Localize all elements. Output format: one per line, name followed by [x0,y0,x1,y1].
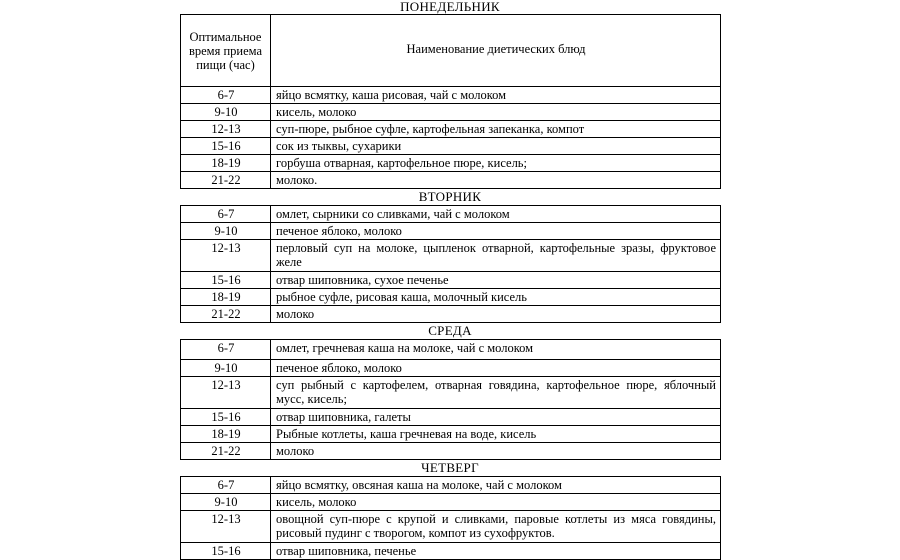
meal-dishes: молоко [271,443,721,460]
table-row [181,206,721,223]
meal-time: 18-19 [181,426,271,443]
meal-time: 15-16 [181,272,271,289]
monday-table [180,14,721,189]
meal-dishes: суп-пюре, рыбное суфле, картофельная запеканка, компот [271,121,721,138]
meal-time: 15-16 [181,543,271,560]
meal-dishes: печеное яблоко, молоко [271,360,721,377]
meal-time: 12-13 [181,121,271,138]
table-row [181,87,721,104]
table-row [181,340,721,360]
meal-time: 12-13 [181,511,271,543]
meal-time: 9-10 [181,360,271,377]
meal-time: 15-16 [181,409,271,426]
meal-time: 21-22 [181,443,271,460]
meal-dishes: омлет, сырники со сливками, чай с молоком [271,206,721,223]
table-row [181,172,721,189]
table-row [181,121,721,138]
table-row [181,306,721,323]
table-row [181,223,721,240]
meal-dishes: суп рыбный с картофелем, отварная говядина, картофельное пюре, яблочный мусс, кисель; [271,377,721,409]
day-title-thursday: ЧЕТВЕРГ [421,460,479,475]
meal-time: 6-7 [181,87,271,104]
table-row [181,240,721,272]
diet-menu-document [180,0,720,560]
tuesday-table [180,205,721,323]
meal-time: 6-7 [181,340,271,360]
meal-dishes: яйцо всмятку, овсяная каша на молоке, чай с молоком [271,477,721,494]
day-title-wednesday: СРЕДА [428,323,472,338]
table-row [181,426,721,443]
table-row [181,443,721,460]
wednesday-table [180,339,721,460]
time-column-header: Оптимальное время приема пищи (час) [181,15,271,87]
table-row [181,360,721,377]
meal-dishes: печеное яблоко, молоко [271,223,721,240]
meal-time: 9-10 [181,223,271,240]
meal-time: 6-7 [181,477,271,494]
table-row [181,511,721,543]
table-row [181,477,721,494]
meal-time: 9-10 [181,104,271,121]
meal-dishes: отвар шиповника, галеты [271,409,721,426]
table-row [181,543,721,560]
meal-dishes: овощной суп-пюре с крупой и сливками, паровые котлеты из мяса говядины, рисовый пудинг с творогом, компот из сухофруктов. [271,511,721,543]
meal-dishes: горбуша отварная, картофельное пюре, кисель; [271,155,721,172]
meal-dishes: кисель, молоко [271,494,721,511]
meal-time: 12-13 [181,377,271,409]
meal-dishes: омлет, гречневая каша на молоке, чай с молоком [271,340,721,360]
meal-time: 9-10 [181,494,271,511]
meal-dishes: отвар шиповника, печенье [271,543,721,560]
meal-dishes: рыбное суфле, рисовая каша, молочный кисель [271,289,721,306]
dish-column-header: Наименование диетических блюд [271,15,721,87]
meal-dishes: кисель, молоко [271,104,721,121]
meal-time: 15-16 [181,138,271,155]
table-row [181,104,721,121]
meal-dishes: перловый суп на молоке, цыпленок отварной, картофельные зразы, фруктовое желе [271,240,721,272]
meal-dishes: молоко. [271,172,721,189]
meal-dishes: отвар шиповника, сухое печенье [271,272,721,289]
day-title-tuesday: ВТОРНИК [418,189,482,204]
table-header-row [181,15,721,87]
table-row [181,155,721,172]
meal-time: 18-19 [181,155,271,172]
meal-dishes: молоко [271,306,721,323]
table-row [181,138,721,155]
meal-time: 21-22 [181,172,271,189]
meal-dishes: Рыбные котлеты, каша гречневая на воде, кисель [271,426,721,443]
table-row [181,289,721,306]
meal-time: 6-7 [181,206,271,223]
meal-dishes: сок из тыквы, сухарики [271,138,721,155]
table-row [181,377,721,409]
meal-time: 12-13 [181,240,271,272]
table-row [181,409,721,426]
table-row [181,272,721,289]
meal-time: 18-19 [181,289,271,306]
day-title-monday: ПОНЕДЕЛЬНИК [400,0,500,14]
thursday-table [180,476,721,560]
meal-dishes: яйцо всмятку, каша рисовая, чай с молоком [271,87,721,104]
meal-time: 21-22 [181,306,271,323]
table-row [181,494,721,511]
